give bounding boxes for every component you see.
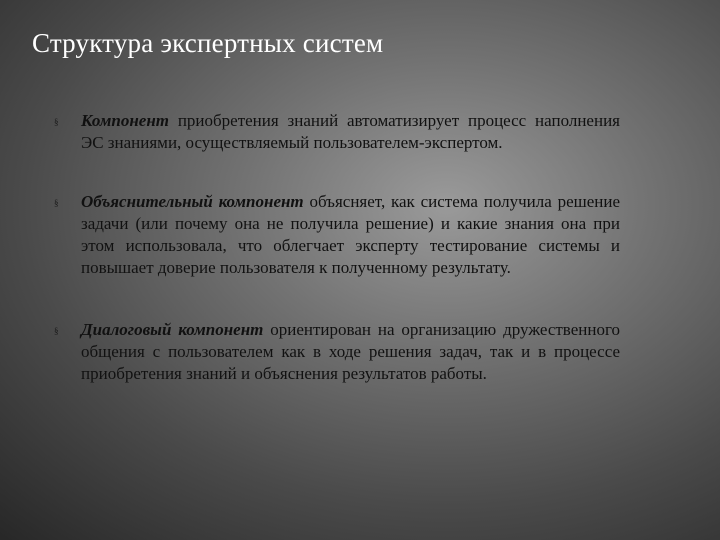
bullet-item-knowledge-acquisition [54, 110, 620, 154]
bullet-marker-icon: § [54, 117, 59, 127]
bullet-text: приобретения знаний автоматизирует процесс наполнения ЭС знаниями, осуществляемый пользователем-экспертом. [81, 111, 620, 152]
bullet-text: ориентирован на организацию дружественного общения с пользователем как в ходе решения задач, так и в процессе приобретения знаний и объяснения результатов работы. [81, 320, 621, 383]
bullet-marker-icon: § [54, 198, 59, 208]
bullet-item-dialog [54, 319, 620, 385]
bullet-term: Объяснительный компонент [81, 192, 304, 211]
bullet-term: Диалоговый компонент [81, 320, 264, 339]
bullet-text: объясняет, как система получила решение задачи (или почему она не получила решение) и какие знания она при этом использовала, что облегчает эксперту тестирование системы и повышает доверие пользователя к полученному результату. [81, 192, 620, 277]
bullet-marker-icon: § [54, 326, 59, 336]
bullet-list [54, 110, 620, 422]
bullet-term: Компонент [81, 111, 169, 130]
slide-title: Структура экспертных систем [32, 28, 384, 58]
bullet-item-explanation [54, 191, 620, 279]
